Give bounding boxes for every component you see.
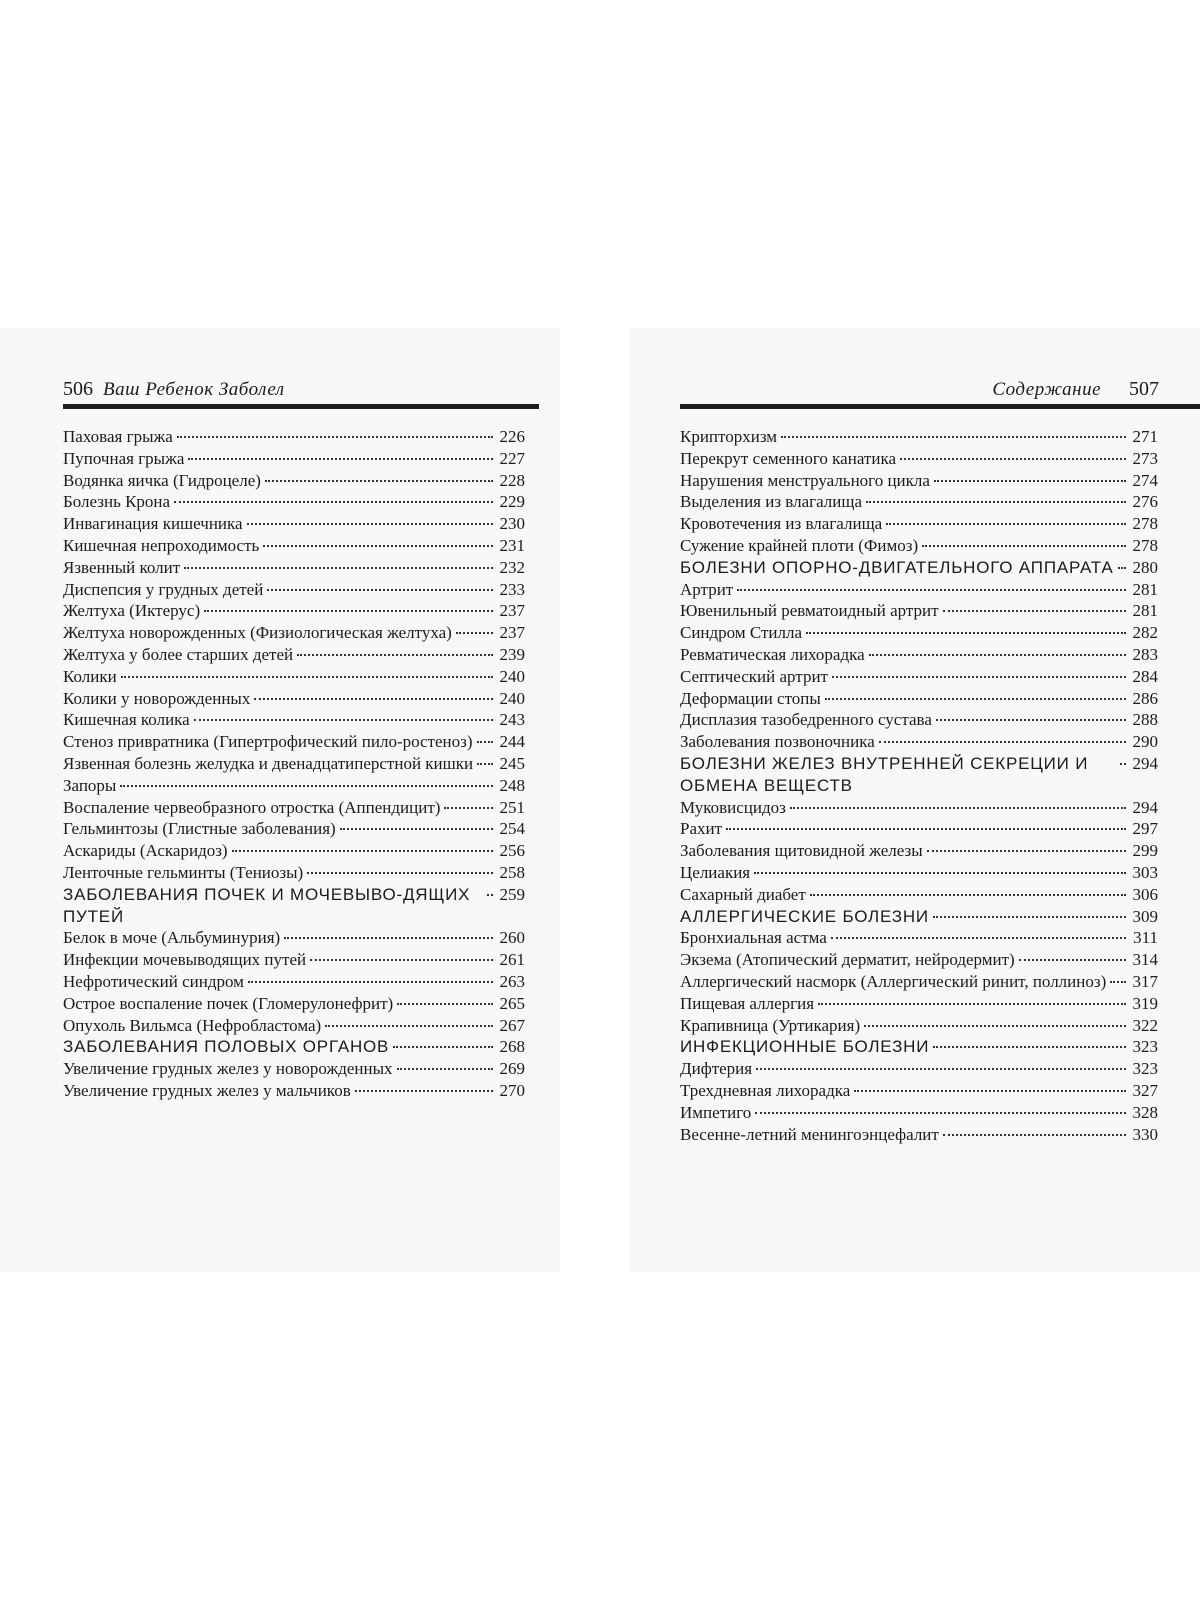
dot-leader	[284, 937, 493, 939]
toc-entry-page: 271	[1132, 427, 1158, 446]
toc-entry-page: 226	[499, 427, 525, 446]
toc-entry-title: Дифтерия	[680, 1059, 753, 1079]
toc-entry	[680, 1036, 1158, 1058]
toc-entry-page: 229	[499, 492, 525, 512]
toc-entry	[63, 862, 525, 884]
toc-entry	[680, 1124, 1158, 1146]
toc-entry	[680, 600, 1158, 622]
toc-entry-title: Кишечная непроходимость	[63, 535, 260, 555]
toc-entry-title: Экзема (Атопический дерматит, нейродермит)	[680, 950, 1015, 970]
dot-leader	[737, 589, 1126, 591]
toc-entry-page: 309	[1132, 906, 1158, 926]
toc-entry-title: Аскариды (Аскаридоз)	[63, 841, 228, 861]
toc-entry-page: 294	[1132, 797, 1158, 817]
toc-entry	[680, 688, 1158, 710]
toc-entry	[680, 1058, 1158, 1080]
toc-entry	[63, 753, 525, 775]
toc-entry	[680, 513, 1158, 535]
toc-entry-page: 314	[1132, 950, 1158, 970]
toc-entry-page: 290	[1132, 732, 1158, 752]
dot-leader	[818, 1003, 1126, 1005]
right-running-title: Содержание	[992, 379, 1101, 400]
toc-entry	[63, 818, 525, 840]
dot-leader	[879, 741, 1126, 743]
left-toc-list	[63, 426, 525, 1102]
toc-entry-title: Трехдневная лихорадка	[680, 1080, 851, 1100]
toc-entry-page: 328	[1132, 1102, 1158, 1122]
toc-entry-page: 269	[499, 1059, 525, 1079]
toc-entry-title: Увеличение грудных желез у мальчиков	[63, 1080, 351, 1100]
toc-entry-page: 232	[499, 557, 525, 577]
toc-entry-title: Белок в моче (Альбуминурия)	[63, 928, 281, 948]
toc-entry	[680, 709, 1158, 731]
dot-leader	[248, 981, 493, 983]
toc-entry	[680, 1015, 1158, 1037]
right-header-rule	[680, 404, 1200, 409]
dot-leader	[204, 610, 493, 612]
dot-leader	[310, 959, 493, 961]
toc-entry	[63, 1036, 525, 1058]
toc-entry-page: 263	[499, 971, 525, 991]
dot-leader	[933, 1046, 1126, 1048]
toc-entry-title: Опухоль Вильмса (Нефробластома)	[63, 1015, 322, 1035]
toc-entry-page: 281	[1132, 579, 1158, 599]
toc-entry-page: 323	[1132, 1059, 1158, 1079]
toc-entry-title: ЗАБОЛЕВАНИЯ ПОЧЕК И МОЧЕВЫВО-ДЯЩИХ ПУТЕЙ	[63, 884, 471, 926]
toc-entry-page: 327	[1132, 1080, 1158, 1100]
toc-entry-page: 303	[1132, 862, 1158, 882]
toc-entry-title: Сахарный диабет	[680, 884, 806, 904]
toc-entry	[680, 949, 1158, 971]
toc-entry	[63, 949, 525, 971]
dot-leader	[886, 523, 1126, 525]
dot-leader	[477, 763, 493, 765]
toc-entry-title: Колики у новорожденных	[63, 688, 251, 708]
dot-leader	[188, 458, 493, 460]
toc-entry-title: Нарушения менструального цикла	[680, 470, 930, 490]
toc-entry	[680, 426, 1158, 448]
toc-entry-title: БОЛЕЗНИ ОПОРНО-ДВИГАТЕЛЬНОГО АППАРАТА	[680, 557, 1114, 577]
dot-leader	[487, 894, 493, 896]
dot-leader	[943, 610, 1126, 612]
toc-entry-title: Крапивница (Уртикария)	[680, 1015, 861, 1035]
dot-leader	[393, 1046, 493, 1048]
toc-entry-title: Дисплазия тазобедренного сустава	[680, 710, 932, 730]
toc-entry-title: Бронхиальная астма	[680, 928, 827, 948]
dot-leader	[854, 1090, 1126, 1092]
dot-leader	[174, 501, 493, 503]
right-page-number: 507	[1129, 378, 1159, 400]
left-page	[0, 328, 560, 1272]
toc-entry	[63, 1015, 525, 1037]
dot-leader	[477, 741, 493, 743]
right-page-header	[680, 378, 1159, 401]
toc-entry-title: Рахит	[680, 819, 723, 839]
toc-entry	[63, 927, 525, 949]
dot-leader	[177, 436, 493, 438]
toc-entry	[680, 731, 1158, 753]
toc-entry-title: Стеноз привратника (Гипертрофический пило-ростеноз)	[63, 732, 473, 752]
dot-leader	[934, 480, 1126, 482]
toc-entry-page: 268	[499, 1037, 525, 1057]
toc-entry	[63, 709, 525, 731]
dot-leader	[825, 698, 1126, 700]
dot-leader	[232, 850, 493, 852]
toc-entry	[63, 993, 525, 1015]
toc-entry-page: 261	[499, 950, 525, 970]
toc-entry	[63, 884, 525, 928]
toc-entry	[680, 491, 1158, 513]
dot-leader	[927, 850, 1126, 852]
dot-leader	[922, 545, 1126, 547]
right-toc-list	[680, 426, 1158, 1145]
toc-entry-page: 228	[499, 470, 525, 490]
toc-entry	[63, 666, 525, 688]
toc-entry	[63, 470, 525, 492]
toc-entry	[63, 535, 525, 557]
dot-leader	[444, 807, 493, 809]
dot-leader	[1118, 567, 1126, 569]
toc-entry-title: Диспепсия у грудных детей	[63, 579, 264, 599]
toc-entry	[63, 797, 525, 819]
toc-entry-title: Перекрут семенного канатика	[680, 448, 897, 468]
toc-entry-page: 278	[1132, 514, 1158, 534]
toc-entry	[680, 753, 1158, 797]
toc-entry-title: Крипторхизм	[680, 427, 778, 446]
toc-entry-title: Гельминтозы (Глистные заболевания)	[63, 819, 336, 839]
toc-entry-page: 330	[1132, 1124, 1158, 1144]
toc-entry	[680, 840, 1158, 862]
toc-entry	[63, 600, 525, 622]
toc-entry-page: 244	[499, 732, 525, 752]
toc-entry-title: Пищевая аллергия	[680, 993, 815, 1013]
toc-entry	[680, 862, 1158, 884]
toc-entry	[63, 622, 525, 644]
dot-leader	[755, 1112, 1126, 1114]
dot-leader	[806, 632, 1126, 634]
toc-entry-page: 265	[499, 993, 525, 1013]
toc-entry-page: 306	[1132, 884, 1158, 904]
toc-entry	[680, 535, 1158, 557]
toc-entry	[680, 579, 1158, 601]
toc-entry-title: Желтуха новорожденных (Физиологическая желтуха)	[63, 623, 452, 643]
toc-entry-title: Сужение крайней плоти (Фимоз)	[680, 535, 919, 555]
dot-leader	[1120, 763, 1126, 765]
toc-entry-page: 248	[499, 775, 525, 795]
toc-entry-page: 267	[499, 1015, 525, 1035]
toc-entry-page: 259	[499, 884, 525, 904]
dot-leader	[933, 916, 1126, 918]
toc-entry-title: Болезнь Крона	[63, 492, 171, 512]
toc-entry	[680, 884, 1158, 906]
toc-entry-page: 284	[1132, 666, 1158, 686]
toc-entry	[63, 448, 525, 470]
toc-entry-title: Водянка яичка (Гидроцеле)	[63, 470, 261, 490]
dot-leader	[265, 480, 493, 482]
dot-leader	[790, 807, 1126, 809]
dot-leader	[456, 632, 493, 634]
toc-entry-title: Муковисцидоз	[680, 797, 786, 817]
right-page	[630, 328, 1200, 1272]
toc-entry-title: Заболевания позвоночника	[680, 732, 875, 752]
toc-entry-page: 283	[1132, 644, 1158, 664]
left-page-header	[63, 378, 539, 401]
toc-entry-title: Запоры	[63, 775, 117, 795]
dot-leader	[184, 567, 493, 569]
toc-entry	[680, 797, 1158, 819]
dot-leader	[307, 872, 493, 874]
toc-entry-title: Аллергический насморк (Аллергический ринит, поллиноз)	[680, 971, 1107, 991]
toc-entry	[680, 1102, 1158, 1124]
toc-entry	[63, 491, 525, 513]
toc-entry-title: Артрит	[680, 579, 734, 599]
toc-entry	[680, 644, 1158, 666]
toc-entry-page: 281	[1132, 601, 1158, 621]
toc-entry-page: 240	[499, 666, 525, 686]
dot-leader	[936, 719, 1126, 721]
toc-entry	[680, 818, 1158, 840]
toc-entry-title: Кровотечения из влагалища	[680, 514, 883, 534]
toc-entry-page: 260	[499, 928, 525, 948]
toc-entry-title: Весенне-летний менингоэнцефалит	[680, 1124, 939, 1144]
dot-leader	[263, 545, 493, 547]
dot-leader	[831, 937, 1126, 939]
toc-entry	[680, 470, 1158, 492]
toc-entry-title: Заболевания щитовидной железы	[680, 841, 923, 861]
dot-leader	[340, 828, 493, 830]
dot-leader	[121, 676, 493, 678]
toc-entry-page: 240	[499, 688, 525, 708]
toc-entry-page: 270	[499, 1080, 525, 1100]
dot-leader	[864, 1025, 1126, 1027]
toc-entry	[680, 448, 1158, 470]
toc-entry-page: 299	[1132, 841, 1158, 861]
toc-entry-page: 297	[1132, 819, 1158, 839]
toc-entry	[63, 731, 525, 753]
toc-entry-page: 251	[499, 797, 525, 817]
toc-entry	[63, 426, 525, 448]
dot-leader	[325, 1025, 493, 1027]
left-page-number: 506	[63, 378, 93, 400]
dot-leader	[267, 589, 493, 591]
toc-entry-page: 233	[499, 579, 525, 599]
toc-entry	[63, 775, 525, 797]
toc-entry-title: Целиакия	[680, 862, 751, 882]
dot-leader	[120, 785, 493, 787]
toc-entry	[63, 840, 525, 862]
dot-leader	[297, 654, 493, 656]
toc-entry-page: 239	[499, 644, 525, 664]
toc-entry-title: Инфекции мочевыводящих путей	[63, 950, 307, 970]
toc-entry	[63, 579, 525, 601]
toc-entry-title: Язвенная болезнь желудка и двенадцатиперстной кишки	[63, 753, 474, 773]
toc-entry-title: Язвенный колит	[63, 557, 181, 577]
toc-entry-title: Септический артрит	[680, 666, 828, 686]
toc-entry-page: 273	[1132, 448, 1158, 468]
dot-leader	[943, 1134, 1126, 1136]
toc-entry-page: 322	[1132, 1015, 1158, 1035]
toc-entry-page: 243	[499, 710, 525, 730]
toc-entry-page: 311	[1133, 928, 1158, 948]
toc-entry-title: Желтуха у более старших детей	[63, 644, 294, 664]
dot-leader	[756, 1068, 1126, 1070]
dot-leader	[754, 872, 1126, 874]
toc-entry	[680, 971, 1158, 993]
toc-entry	[680, 927, 1158, 949]
toc-entry-title: Ревматическая лихорадка	[680, 644, 865, 664]
toc-entry-page: 258	[499, 862, 525, 882]
toc-entry	[63, 557, 525, 579]
toc-entry-title: Желтуха (Иктерус)	[63, 601, 201, 621]
dot-leader	[900, 458, 1126, 460]
toc-entry-page: 278	[1132, 535, 1158, 555]
toc-entry	[63, 688, 525, 710]
toc-entry-page: 280	[1132, 557, 1158, 577]
toc-entry	[680, 557, 1158, 579]
dot-leader	[832, 676, 1126, 678]
left-running-title: Ваш Ребенок Заболел	[103, 379, 285, 400]
toc-entry-page: 286	[1132, 688, 1158, 708]
dot-leader	[397, 1003, 493, 1005]
dot-leader	[254, 698, 493, 700]
dot-leader	[355, 1090, 493, 1092]
toc-entry	[63, 971, 525, 993]
toc-entry-page: 317	[1132, 971, 1158, 991]
toc-entry	[680, 906, 1158, 928]
toc-entry-page: 245	[499, 753, 525, 773]
toc-entry	[680, 993, 1158, 1015]
dot-leader	[869, 654, 1126, 656]
toc-entry	[63, 644, 525, 666]
toc-entry-title: ЗАБОЛЕВАНИЯ ПОЛОВЫХ ОРГАНОВ	[63, 1037, 390, 1057]
toc-entry-title: Инвагинация кишечника	[63, 514, 243, 534]
dot-leader	[1019, 959, 1126, 961]
toc-entry-title: Увеличение грудных желез у новорожденных	[63, 1059, 393, 1079]
dot-leader	[194, 719, 493, 721]
dot-leader	[1110, 981, 1126, 983]
toc-entry-title: Пупочная грыжа	[63, 448, 185, 468]
toc-entry-title: Деформации стопы	[680, 688, 821, 708]
toc-entry-title: ИНФЕКЦИОННЫЕ БОЛЕЗНИ	[680, 1037, 930, 1057]
toc-entry	[63, 1080, 525, 1102]
toc-entry-page: 288	[1132, 710, 1158, 730]
toc-entry-page: 276	[1132, 492, 1158, 512]
toc-entry	[680, 1080, 1158, 1102]
toc-entry	[63, 1058, 525, 1080]
toc-entry-title: Ювенильный ревматоидный артрит	[680, 601, 939, 621]
toc-entry-title: Синдром Стилла	[680, 623, 803, 643]
toc-entry-page: 323	[1132, 1037, 1158, 1057]
toc-entry-page: 230	[499, 514, 525, 534]
toc-entry-title: Кишечная колика	[63, 710, 190, 730]
toc-entry	[680, 622, 1158, 644]
dot-leader	[247, 523, 493, 525]
toc-entry-page: 254	[499, 819, 525, 839]
toc-entry-page: 282	[1132, 623, 1158, 643]
toc-entry-title: АЛЛЕРГИЧЕСКИЕ БОЛЕЗНИ	[680, 906, 929, 926]
toc-entry-page: 237	[499, 601, 525, 621]
toc-entry-page: 237	[499, 623, 525, 643]
dot-leader	[726, 828, 1126, 830]
toc-entry-title: Выделения из влагалища	[680, 492, 863, 512]
toc-entry-title: Паховая грыжа	[63, 427, 173, 446]
toc-entry-title: Воспаление червеобразного отростка (Аппендицит)	[63, 797, 441, 817]
toc-entry-page: 256	[499, 841, 525, 861]
toc-entry-page: 319	[1132, 993, 1158, 1013]
toc-entry-page: 231	[499, 535, 525, 555]
toc-entry-title: Импетиго	[680, 1102, 752, 1122]
toc-entry-title: Ленточные гельминты (Тениозы)	[63, 862, 304, 882]
toc-entry-page: 227	[499, 448, 525, 468]
toc-entry-page: 274	[1132, 470, 1158, 490]
toc-entry	[63, 513, 525, 535]
dot-leader	[397, 1068, 493, 1070]
dot-leader	[781, 436, 1126, 438]
toc-entry	[680, 666, 1158, 688]
toc-entry-title: Острое воспаление почек (Гломерулонефрит)	[63, 993, 394, 1013]
toc-entry-title: Колики	[63, 666, 117, 686]
dot-leader	[866, 501, 1126, 503]
toc-entry-page: 294	[1132, 753, 1158, 773]
toc-entry-title: Нефротический синдром	[63, 971, 244, 991]
left-header-rule	[63, 404, 539, 409]
dot-leader	[810, 894, 1126, 896]
toc-entry-title: БОЛЕЗНИ ЖЕЛЕЗ ВНУТРЕННЕЙ СЕКРЕЦИИ И ОБМЕНА ВЕЩЕСТВ	[680, 753, 1089, 795]
